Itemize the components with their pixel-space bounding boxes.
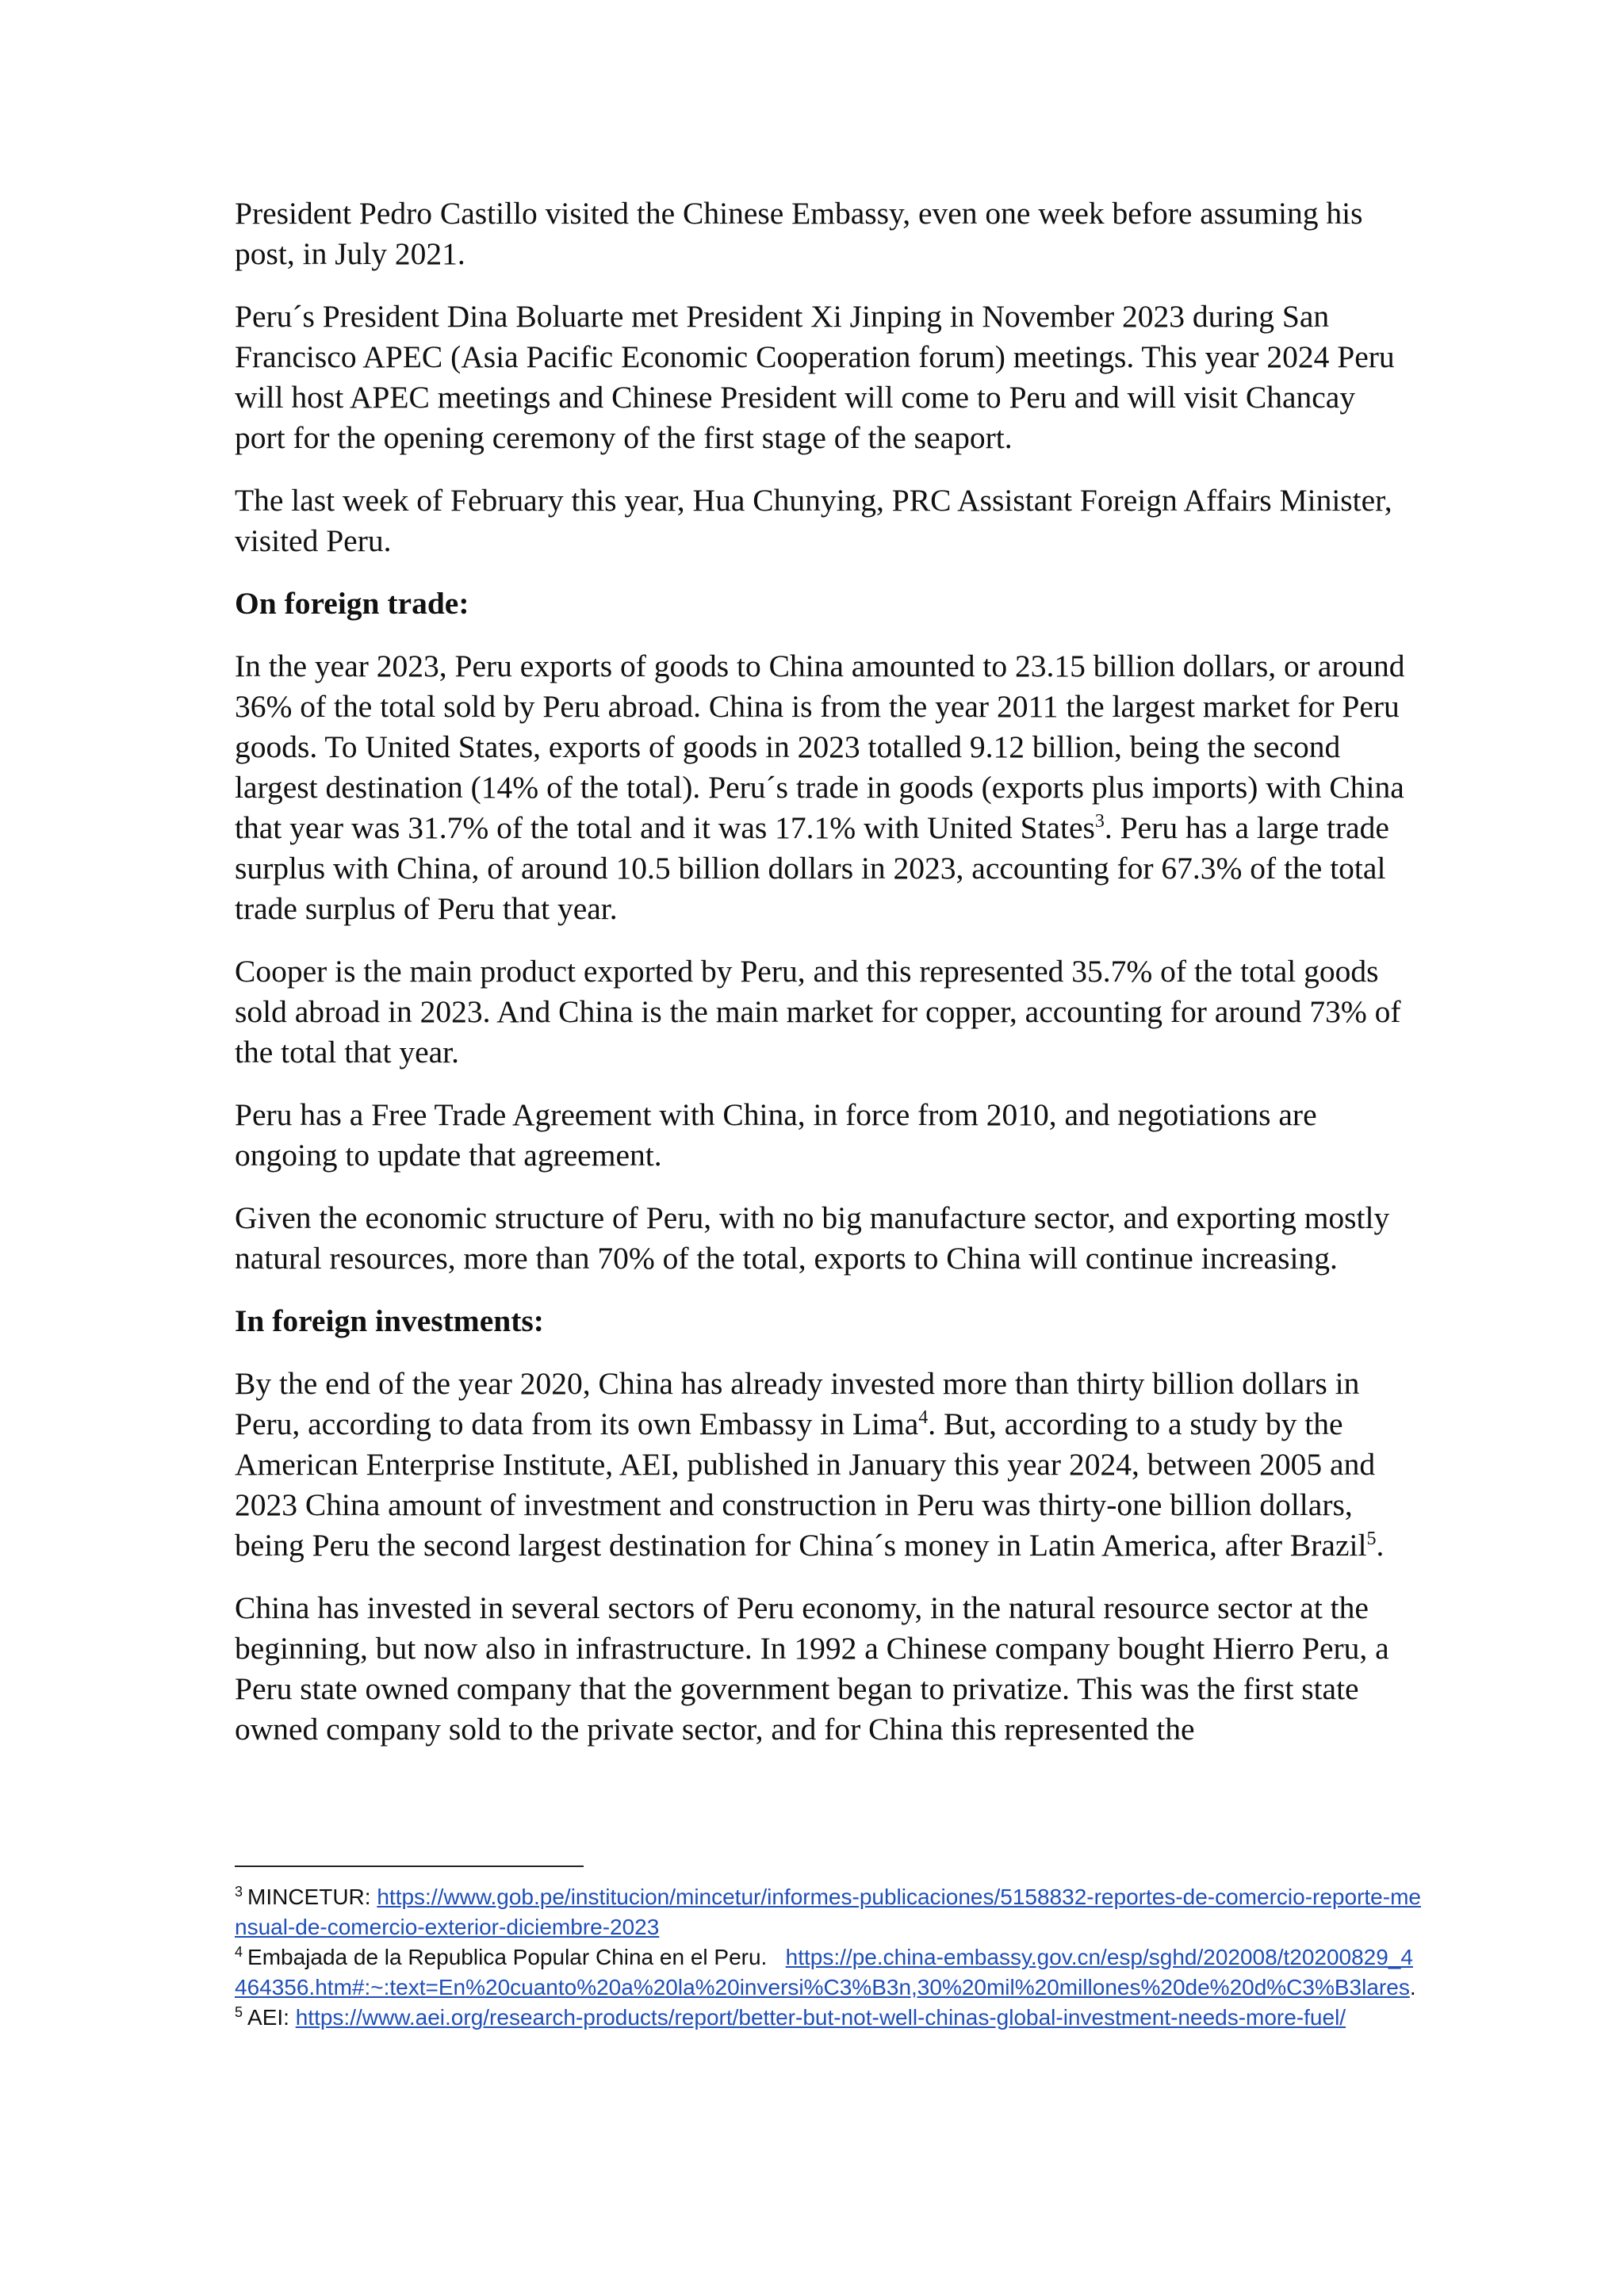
heading-foreign-trade: On foreign trade: bbox=[235, 586, 469, 621]
paragraph-economic-structure: Given the economic structure of Peru, with no big manufacture sector, and exporting mostly natural resources, more than 70% of the total, exports to China will continue increasing. bbox=[235, 1200, 1390, 1276]
footnote-ref-4[interactable]: 4 bbox=[918, 1406, 929, 1428]
footnote-5 bbox=[235, 2003, 1424, 2033]
paragraph-hua-chunying: The last week of February this year, Hua Chunying, PRC Assistant Foreign Affairs Minister, visited Peru. bbox=[235, 483, 1392, 558]
paragraph-investment-text-3: . bbox=[1376, 1528, 1385, 1563]
footnote-ref-5[interactable]: 5 bbox=[1366, 1528, 1377, 1549]
heading-foreign-investments: In foreign investments: bbox=[235, 1303, 544, 1338]
footnotes bbox=[235, 1882, 1424, 2033]
document-body bbox=[235, 193, 1408, 1772]
paragraph-investment-text-1: By the end of the year 2020, China has already invested more than thirty billion dollars in Peru, according to data from its own Embassy in Lima bbox=[235, 1366, 1360, 1441]
footnote-label: MINCETUR: bbox=[247, 1885, 377, 1909]
paragraph-investment-text-2: . But, according to a study by the American Enterprise Institute, AEI, published in January this year 2024, between 2005 and 2023 China amount of investment and construction in Peru was thirty-one billion dollars, being Peru the second largest destination for China´s money in Latin America, after Brazil bbox=[235, 1406, 1376, 1563]
footnote-link[interactable]: https://www.gob.pe/institucion/mincetur/informes-publicaciones/5158832-reportes-de-comercio-reporte-mensual-de-comercio-exterior-diciembre-2023 bbox=[235, 1885, 1421, 1939]
footnote-4 bbox=[235, 1942, 1424, 2003]
footnote-number: 5 bbox=[235, 2003, 243, 2020]
paragraph-exports-text-1: In the year 2023, Peru exports of goods to China amounted to 23.15 billion dollars, or around 36% of the total sold by Peru abroad. China is from the year 2011 the largest market for Peru goods. To United States, exports of goods in 2023 totalled 9.12 billion, being the second largest destination (14% of the total). Peru´s trade in goods (exports plus imports) with China that year was 31.7% of the total and it was 17.1% with United States bbox=[235, 649, 1405, 845]
footnote-separator bbox=[235, 1866, 584, 1867]
footnote-label: Embajada de la Republica Popular China en el Peru. bbox=[247, 1945, 786, 1969]
footnote-3 bbox=[235, 1882, 1424, 1942]
paragraph-copper: Cooper is the main product exported by Peru, and this represented 35.7% of the total goods sold abroad in 2023. And China is the main market for copper, accounting for around 73% of the total that year. bbox=[235, 954, 1401, 1070]
footnote-link[interactable]: https://www.aei.org/research-products/report/better-but-not-well-chinas-global-investment-needs-more-fuel/ bbox=[295, 2005, 1346, 2030]
footnote-link[interactable]: https://pe.china-embassy.gov.cn/esp/sghd/202008/t20200829_4464356.htm#:~:text=En%20cuanto%20a%20la%20inversi%C3%B3n,30%20mil%20millones%20de%20d%C3%B3lares bbox=[235, 1945, 1413, 1999]
paragraph-exports bbox=[235, 646, 1408, 929]
footnote-ref-3[interactable]: 3 bbox=[1094, 810, 1105, 832]
paragraph-boluarte-apec: Peru´s President Dina Boluarte met President Xi Jinping in November 2023 during San Francisco APEC (Asia Pacific Economic Cooperation forum) meetings. This year 2024 Peru will host APEC meetings and Chinese President will come to Peru and will visit Chancay port for the opening ceremony of the first stage of the seaport. bbox=[235, 299, 1395, 455]
footnote-label: AEI: bbox=[247, 2005, 296, 2030]
footnote-number: 3 bbox=[235, 1883, 243, 1900]
footnote-trail: . bbox=[1409, 1975, 1416, 1999]
footnote-number: 4 bbox=[235, 1943, 243, 1960]
paragraph-investment-total bbox=[235, 1364, 1408, 1566]
paragraph-investment-sectors: China has invested in several sectors of Peru economy, in the natural resource sector at the beginning, but now also in infrastructure. In 1992 a Chinese company bought Hierro Peru, a Peru state owned company that the government began to privatize. This was the first state owned company sold to the private sector, and for China this represented the bbox=[235, 1590, 1389, 1747]
paragraph-castillo-visit: President Pedro Castillo visited the Chinese Embassy, even one week before assuming his post, in July 2021. bbox=[235, 196, 1363, 271]
paragraph-fta: Peru has a Free Trade Agreement with China, in force from 2010, and negotiations are ongoing to update that agreement. bbox=[235, 1097, 1317, 1173]
paragraph-exports-text-2: . Peru has a large trade surplus with China, of around 10.5 billion dollars in 2023, accounting for 67.3% of the total trade surplus of Peru that year. bbox=[235, 810, 1389, 926]
